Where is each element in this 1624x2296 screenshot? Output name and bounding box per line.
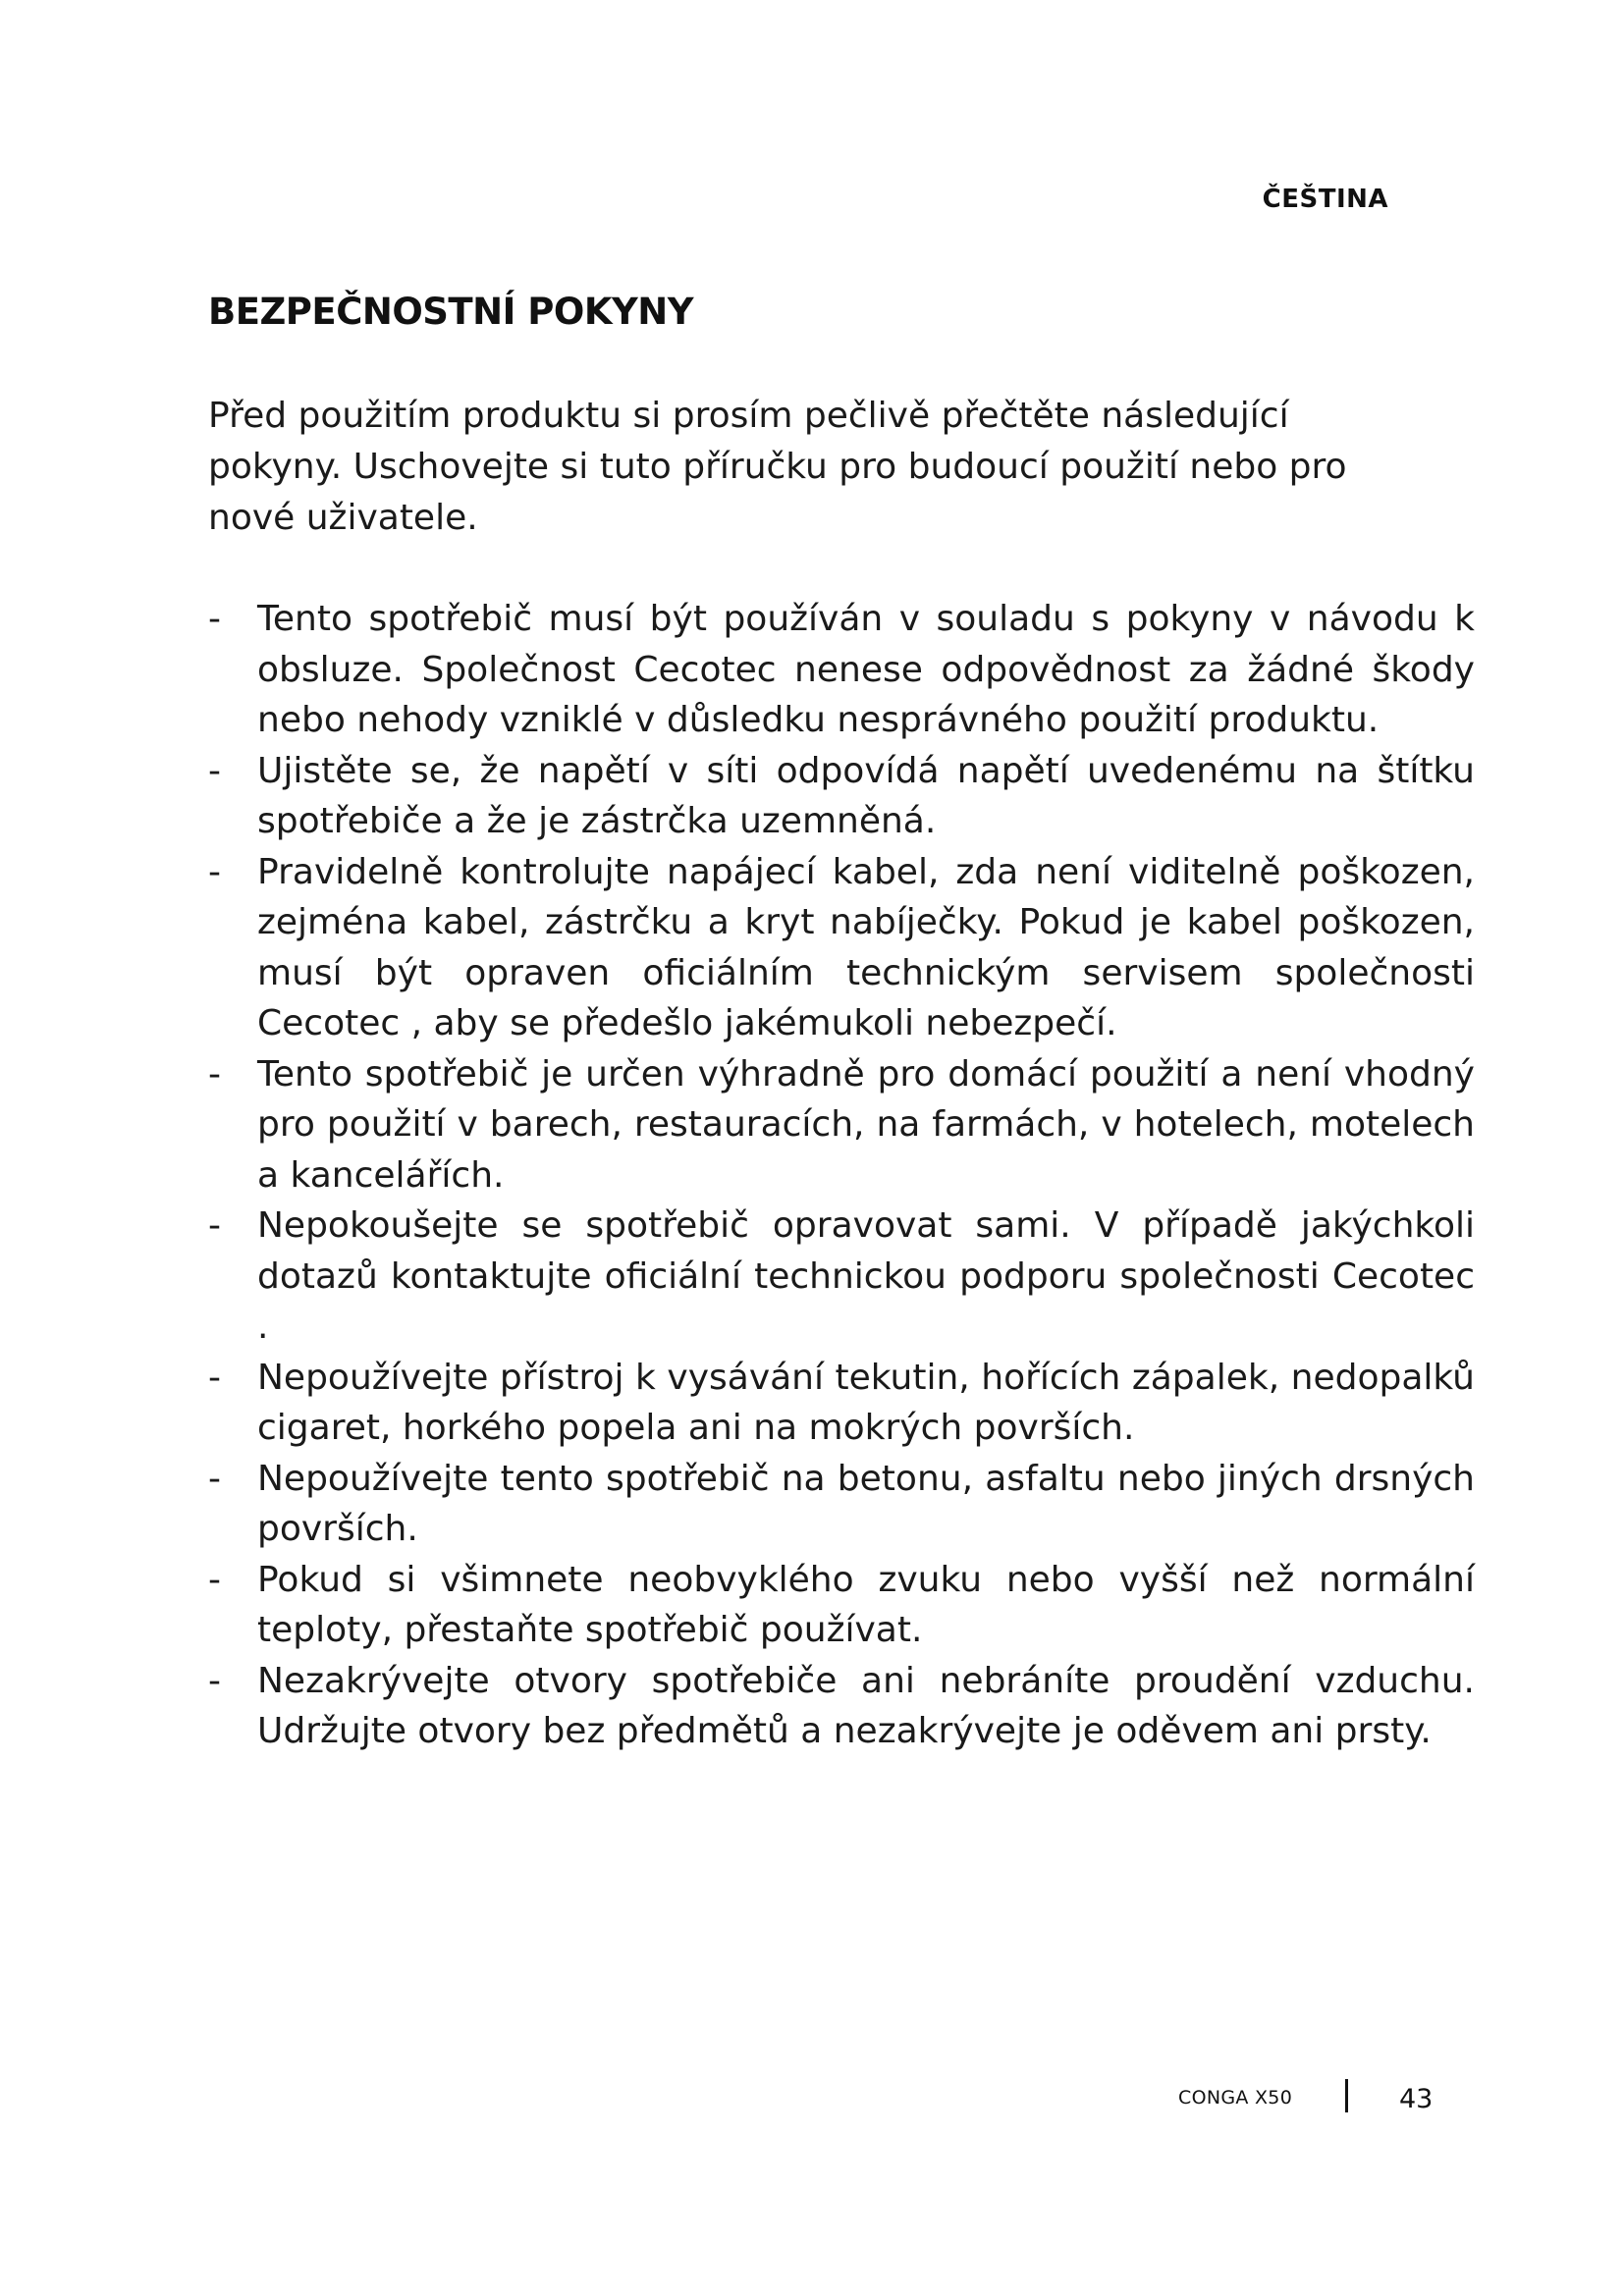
bullet-dash: - [208,1458,221,1499]
bullet-dash: - [208,851,221,892]
list-item [208,1353,1475,1454]
product-model: CONGA X50 [1178,2087,1293,2109]
list-item [208,1201,1475,1353]
page-footer [1178,2079,1434,2118]
list-item-text: Nepoužívejte přístroj k vysávání tekutin, hořících zápalek, nedopalků cigaret, horkého popela ani na mokrých površích. [257,1357,1475,1448]
list-item-text: Nepoužívejte tento spotřebič na betonu, asfaltu nebo jiných drsných površích. [257,1458,1475,1549]
list-item [208,1049,1475,1201]
safety-instructions-list [208,594,1475,1757]
bullet-dash: - [208,1660,221,1701]
list-item [208,847,1475,1049]
list-item [208,746,1475,847]
list-item-text: Pokud si všimnete neobvyklého zvuku nebo vyšší než normální teploty, přestaňte spotřebič používat. [257,1559,1475,1650]
list-item-text: Pravidelně kontrolujte napájecí kabel, zda není viditelně poškozen, zejména kabel, zástrčku a kryt nabíječky. Pokud je kabel poškozen, musí být opraven oficiálním technickým servisem společnosti Cecotec , aby se předešlo jakémukoli nebezpečí. [257,851,1475,1043]
intro-paragraph: Před použitím produktu si prosím pečlivě přečtěte následující pokyny. Uschovejte si tuto příručku pro budoucí použití nebo pro nové uživatele. [208,396,1347,538]
list-item-text: Ujistěte se, že napětí v síti odpovídá napětí uvedenému na štítku spotřebiče a že je zástrčka uzemněná. [257,750,1475,841]
list-item [208,1555,1475,1656]
section-title: BEZPEČNOSTNÍ POKYNY [208,291,694,333]
list-item-text: Tento spotřebič je určen výhradně pro domácí použití a není vhodný pro použití v barech, restauracích, na farmách, v hotelech, motelech a kancelářích. [257,1053,1475,1196]
bullet-dash: - [208,599,221,639]
bullet-dash: - [208,1205,221,1246]
list-item [208,1454,1475,1555]
bullet-dash: - [208,1559,221,1600]
bullet-dash: - [208,1357,221,1398]
list-item [208,594,1475,746]
bullet-dash: - [208,1053,221,1095]
list-item-text: Tento spotřebič musí být používán v souladu s pokyny v návodu k obsluze. Společnost Cecotec nenese odpovědnost za žádné škody nebo nehody vzniklé v důsledku nesprávného použití produktu. [257,599,1475,740]
list-item-text: Nepokoušejte se spotřebič opravovat sami. V případě jakýchkoli dotazů kontaktujte oficiální technickou podporu společnosti Cecotec . [257,1205,1475,1347]
bullet-dash: - [208,750,221,791]
page-number: 43 [1399,2084,1434,2114]
list-item [208,1656,1475,1757]
language-label: ČEŠTINA [1262,185,1388,214]
list-item-text: Nezakrývejte otvory spotřebiče ani nebráníte proudění vzduchu. Udržujte otvory bez předmětů a nezakrývejte je oděvem ani prsty. [257,1660,1475,1751]
footer-divider [1345,2079,1348,2112]
